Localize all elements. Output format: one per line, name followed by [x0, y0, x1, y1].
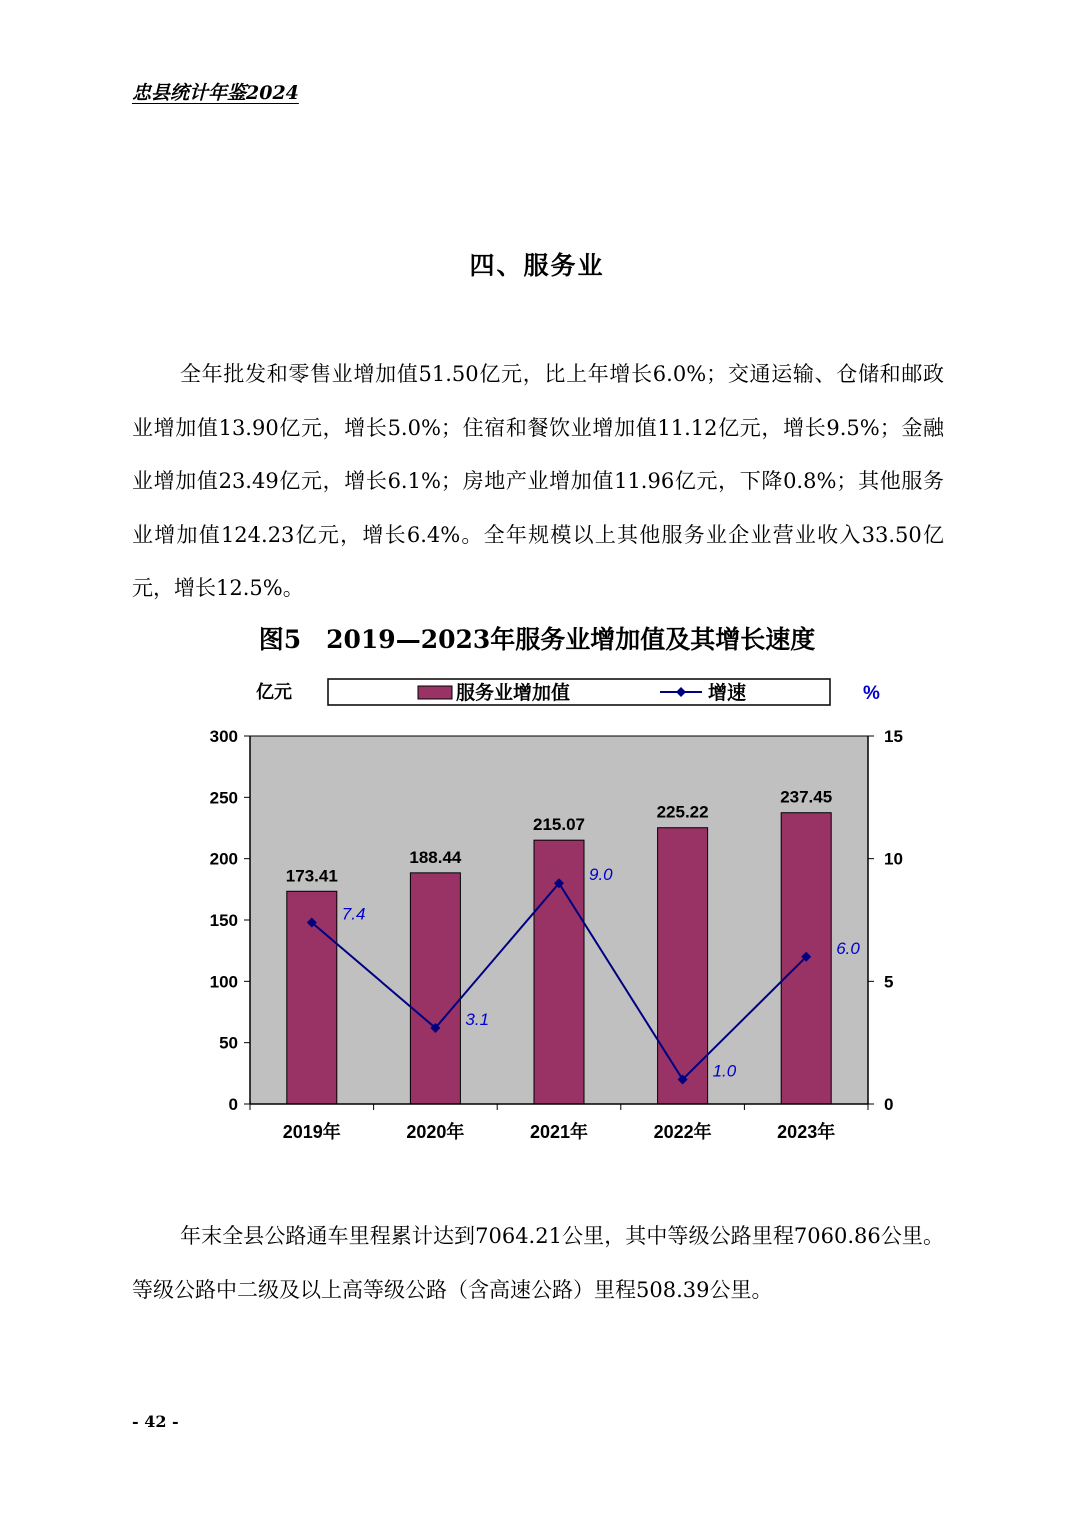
- page-number: - 42 -: [132, 1412, 179, 1431]
- x-tick-label-0: 2019年: [282, 1122, 341, 1142]
- section-title: 四、服务业: [469, 251, 605, 280]
- bar-label-2: 215.07: [533, 815, 585, 835]
- figure-title: 图5 2019—2023年服务业增加值及其增长速度: [258, 625, 816, 654]
- y2-axis-unit: %: [863, 683, 880, 704]
- x-tick-label-2: 2021年: [529, 1122, 589, 1142]
- y2-tick-label-3: 15: [884, 727, 903, 746]
- paragraph-services: 全年批发和零售业增加值51.50亿元，比上年增长6.0%；交通运输、仓储和邮政业增加值13.90亿元，增长5.0%；住宿和餐饮业增加值11.12亿元，增长9.5%；金融业增加值23.49亿元，增长6.1%；房地产业增加值11.96亿元，下降0.8%；其他服务业增加值124.23亿元，增长6.4%。全年规模以上其他服务业企业营业收入33.50亿元，增长12.5%。: [132, 362, 944, 600]
- y-tick-label-1: 50: [219, 1033, 238, 1053]
- x-tick-label-4: 2023年: [777, 1122, 836, 1142]
- growth-label-1: 3.1: [465, 1009, 490, 1029]
- y-tick-label-0: 0: [228, 1095, 238, 1114]
- y-tick-label-4: 200: [209, 849, 238, 869]
- bar-1: [410, 873, 460, 1104]
- bar-label-4: 237.45: [780, 787, 833, 807]
- y-tick-label-2: 100: [209, 972, 238, 992]
- y-tick-label-3: 150: [209, 911, 238, 930]
- growth-label-4: 6.0: [836, 938, 860, 958]
- bar-label-0: 173.41: [285, 866, 338, 886]
- growth-label-2: 9.0: [589, 865, 613, 885]
- legend-box: [328, 679, 830, 705]
- growth-label-3: 1.0: [712, 1061, 737, 1081]
- y2-tick-label-0: 0: [884, 1095, 894, 1114]
- paragraph-roads: 年末全县公路通车里程累计达到7064.21公里，其中等级公路里程7060.86公里。等级公路中二级及以上高等级公路（含高速公路）里程508.39公里。: [132, 1224, 944, 1302]
- y2-tick-label-2: 10: [884, 849, 903, 869]
- x-tick-label-3: 2022年: [653, 1122, 712, 1142]
- y-tick-label-6: 300: [209, 727, 238, 746]
- growth-label-0: 7.4: [341, 904, 366, 924]
- services-chart: [190, 668, 910, 1158]
- y-axis-unit: 亿元: [256, 682, 292, 702]
- legend-label-bars: 服务业增加值: [456, 683, 571, 704]
- y-tick-label-5: 250: [209, 788, 238, 808]
- legend-swatch-bars: [418, 686, 452, 699]
- y2-tick-label-1: 5: [884, 972, 894, 992]
- bar-label-3: 225.22: [656, 802, 709, 822]
- running-header: 忠县统计年鉴2024: [132, 82, 299, 104]
- x-tick-label-1: 2020年: [406, 1122, 465, 1142]
- bar-label-1: 188.44: [409, 847, 462, 867]
- legend-label-line: 增速: [708, 683, 747, 704]
